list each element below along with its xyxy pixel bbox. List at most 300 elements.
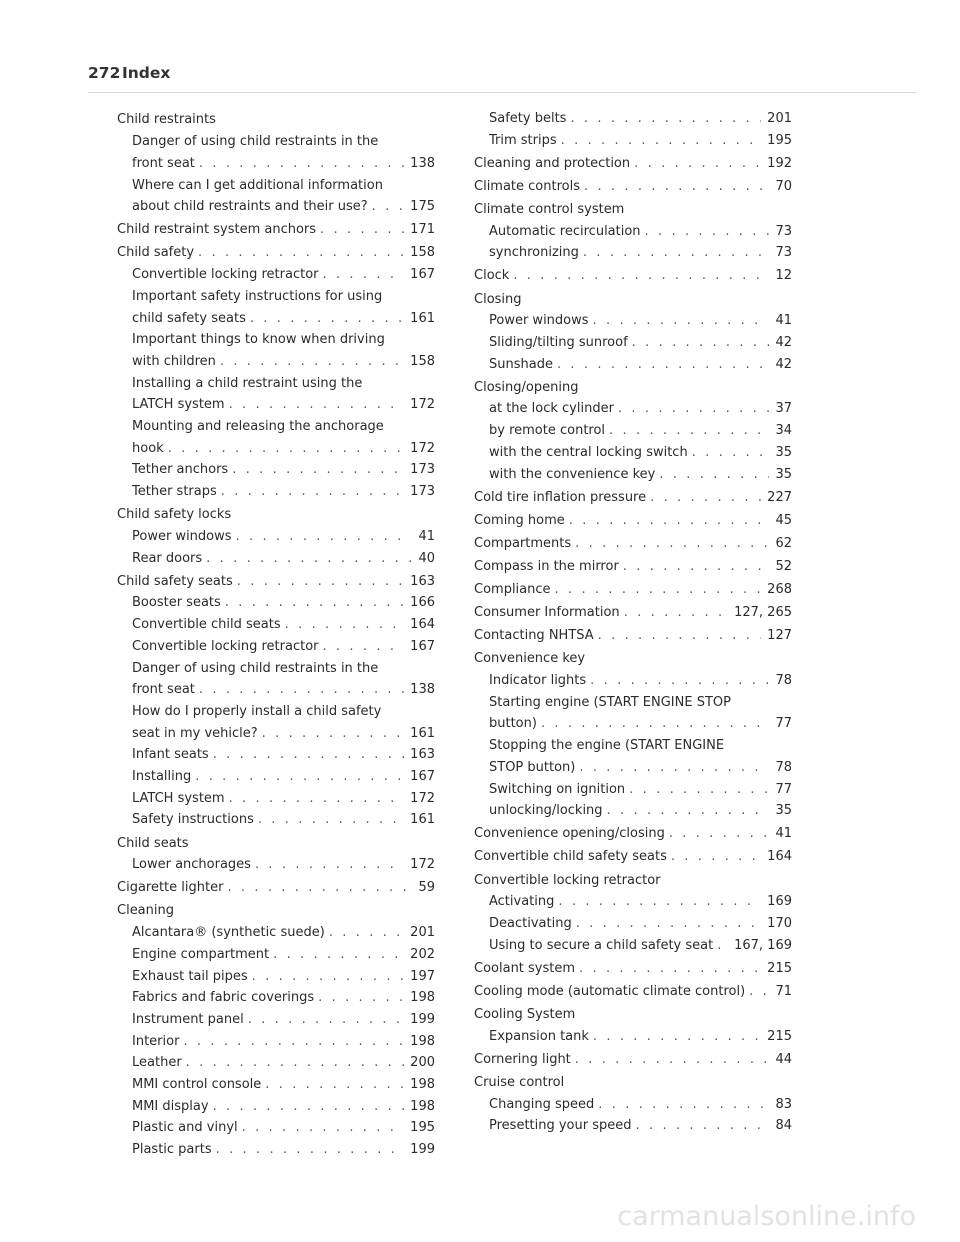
page-reference: 167 [410, 638, 435, 654]
page-reference: 201 [410, 925, 435, 941]
dot-leader [273, 944, 404, 966]
entry-text: Convertible child seats [132, 617, 281, 633]
dot-leader [220, 351, 404, 373]
entry-text: Compartments [474, 535, 572, 551]
dot-leader [513, 265, 769, 287]
page-reference: 45 [775, 512, 792, 528]
dot-leader [575, 1049, 770, 1071]
dot-leader [575, 533, 769, 555]
index-subentry [474, 354, 792, 376]
dot-leader [323, 636, 405, 658]
entry-text: about child restraints and their use? [132, 199, 368, 215]
index-entry [474, 377, 792, 399]
dot-leader [607, 800, 770, 822]
index-entry [474, 602, 792, 624]
page-reference: 158 [410, 245, 435, 261]
page-reference: 35 [775, 444, 792, 460]
dot-leader [237, 571, 404, 593]
page-reference: 202 [410, 946, 435, 962]
dot-leader [583, 242, 770, 264]
index-subentry [117, 766, 435, 788]
index-subentry [474, 1026, 792, 1048]
entry-text: by remote control [489, 423, 606, 439]
entry-text: Safety belts [489, 111, 567, 126]
dot-leader [183, 1031, 404, 1053]
dot-leader [255, 854, 404, 876]
page-reference: 42 [775, 356, 792, 372]
dot-leader [669, 823, 770, 845]
entry-text: Leather [132, 1055, 182, 1071]
page-reference: 201 [767, 111, 792, 126]
index-entry [474, 981, 792, 1003]
page-reference: 198 [410, 1033, 435, 1049]
entry-text: Clock [474, 268, 510, 284]
dot-leader [624, 602, 728, 624]
page-reference: 198 [410, 1077, 435, 1093]
index-entry [474, 579, 792, 601]
index-subentry [474, 108, 792, 130]
dot-leader [590, 670, 769, 692]
entry-text: LATCH system [132, 790, 225, 806]
index-subentry [117, 922, 435, 944]
entry-text: child safety seats [132, 310, 246, 326]
page-reference: 35 [775, 803, 792, 819]
page-reference: 78 [775, 759, 792, 775]
entry-text: MMI control console [132, 1077, 262, 1093]
index-subentry [117, 373, 435, 416]
index-subentry [474, 130, 792, 152]
dot-leader [318, 987, 404, 1009]
page-reference: 170 [767, 915, 792, 931]
page-header [88, 62, 916, 93]
index-subentry [117, 286, 435, 329]
index-subentry [117, 1096, 435, 1118]
index-entry [474, 265, 792, 287]
index-subentry [117, 854, 435, 876]
index-entry [474, 153, 792, 175]
page-reference: 41 [775, 313, 792, 329]
index-subentry [474, 670, 792, 692]
entry-text: with the central locking switch [489, 444, 688, 460]
page-reference: 195 [410, 1120, 435, 1136]
page-reference: 163 [410, 573, 435, 589]
entry-text: Closing/opening [474, 379, 579, 395]
dot-leader [634, 153, 761, 175]
page-reference: 167 [410, 267, 435, 283]
entry-text: Rear doors [132, 550, 203, 566]
dot-leader [541, 713, 770, 735]
index-entry [117, 219, 435, 241]
entry-text: Cooling System [474, 1006, 576, 1022]
page-reference: 161 [410, 310, 435, 326]
dot-leader [717, 935, 728, 957]
dot-leader [579, 958, 761, 980]
dot-leader [206, 548, 412, 570]
entry-text: Presetting your speed [489, 1118, 632, 1134]
dot-leader [199, 679, 404, 701]
entry-text: Cleaning and protection [474, 155, 631, 171]
dot-leader [584, 176, 769, 198]
entry-text: Using to secure a child safety seat [489, 937, 714, 953]
dot-leader [561, 130, 762, 152]
entry-text: Power windows [132, 528, 232, 544]
entry-text: Tether straps [132, 484, 217, 500]
page-reference: 198 [410, 990, 435, 1006]
dot-leader [609, 420, 769, 442]
entry-text: Climate control system [474, 201, 625, 217]
index-subentry [117, 658, 435, 701]
entry-text: Closing [474, 291, 522, 307]
entry-text: Mounting and releasing the anchorage [132, 419, 384, 435]
dot-leader [221, 481, 404, 503]
entry-text: Convertible locking retractor [132, 638, 319, 654]
entry-text: Interior [132, 1033, 180, 1049]
entry-text: Child safety locks [117, 507, 232, 523]
index-subentry [474, 935, 792, 957]
page-reference: 166 [410, 595, 435, 611]
page-reference: 215 [767, 960, 792, 976]
entry-text: Important things to know when driving [132, 332, 385, 348]
index-subentry [117, 592, 435, 614]
index-entry [117, 900, 435, 922]
entry-text: Engine compartment [132, 946, 270, 962]
page-reference: 175 [410, 199, 435, 215]
entry-text: Indicator lights [489, 673, 587, 689]
index-subentry [474, 692, 792, 735]
dot-leader [618, 398, 770, 420]
page-reference: 70 [775, 178, 792, 194]
page-reference: 268 [767, 582, 792, 598]
entry-text: Convertible locking retractor [132, 267, 319, 283]
page-reference: 195 [767, 132, 792, 148]
index-subentry [474, 1094, 792, 1116]
index-subentry [117, 636, 435, 658]
dot-leader [329, 922, 404, 944]
dot-leader [557, 354, 769, 376]
entry-text: with children [132, 353, 216, 369]
dot-leader [659, 464, 769, 486]
entry-text: Automatic recirculation [489, 223, 641, 239]
entry-text: Booster seats [132, 595, 221, 611]
index-entry [474, 1004, 792, 1026]
entry-text: Convenience key [474, 651, 586, 667]
page-reference: 73 [775, 223, 792, 239]
entry-text: Child seats [117, 835, 189, 851]
entry-text: front seat [132, 155, 195, 171]
index-column-left [117, 108, 435, 1161]
index-entry [117, 571, 435, 593]
index-subentry [117, 481, 435, 503]
index-subentry [117, 1052, 435, 1074]
entry-text: Plastic parts [132, 1142, 212, 1158]
index-subentry [117, 329, 435, 372]
index-entry [474, 1072, 792, 1094]
entry-text: Danger of using child restraints in the [132, 660, 379, 676]
dot-leader [236, 526, 413, 548]
entry-text: Child safety [117, 245, 195, 261]
dot-leader [232, 459, 404, 481]
page-reference: 84 [775, 1118, 792, 1134]
page-reference: 164 [767, 849, 792, 865]
dot-leader [225, 592, 404, 614]
page-reference: 41 [775, 826, 792, 842]
page-reference: 197 [410, 968, 435, 984]
page-reference: 199 [410, 1011, 435, 1027]
entry-text: Instrument panel [132, 1011, 244, 1027]
page-reference: 73 [775, 245, 792, 261]
entry-text: Safety instructions [132, 812, 254, 828]
entry-text: Convertible child safety seats [474, 849, 667, 865]
page-reference: 40 [418, 550, 435, 566]
dot-leader [258, 809, 404, 831]
entry-text: Important safety instructions for using [132, 288, 383, 304]
page-reference: 167 [410, 769, 435, 785]
dot-leader [593, 310, 770, 332]
page-reference: 158 [410, 353, 435, 369]
entry-text: Cigarette lighter [117, 880, 224, 896]
page-reference: 78 [775, 673, 792, 689]
dot-leader [186, 1052, 405, 1074]
page-reference: 127 [767, 628, 792, 644]
page-reference: 44 [775, 1051, 792, 1067]
entry-text: Fabrics and fabric coverings [132, 990, 315, 1006]
page-reference: 200 [410, 1055, 435, 1071]
entry-text: Child safety seats [117, 573, 233, 589]
entry-text: seat in my vehicle? [132, 725, 258, 741]
entry-text: Changing speed [489, 1096, 595, 1112]
dot-leader [629, 779, 769, 801]
index-subentry [117, 459, 435, 481]
index-subentry [117, 1117, 435, 1139]
index-entry [474, 289, 792, 311]
entry-text: STOP button) [489, 759, 576, 775]
index-entry [117, 877, 435, 899]
entry-text: Lower anchorages [132, 857, 251, 873]
page-reference: 172 [410, 440, 435, 456]
entry-text: Climate controls [474, 178, 580, 194]
dot-leader [576, 913, 761, 935]
index-entry [474, 625, 792, 647]
page-reference: 169 [767, 894, 792, 910]
page-reference: 161 [410, 812, 435, 828]
dot-leader [671, 846, 761, 868]
page-reference: 215 [767, 1028, 792, 1044]
dot-leader [320, 219, 404, 241]
dot-leader [598, 625, 762, 647]
dot-leader [692, 442, 770, 464]
index-subentry [117, 1139, 435, 1161]
entry-text: Cooling mode (automatic climate control) [474, 983, 746, 999]
dot-leader [227, 877, 412, 899]
page-reference: 173 [410, 484, 435, 500]
index-subentry [117, 1031, 435, 1053]
watermark: carmanualsonline.info [617, 1201, 916, 1232]
index-entry [117, 504, 435, 526]
index-subentry [117, 1074, 435, 1096]
entry-text: Starting engine (START ENGINE STOP [489, 694, 731, 710]
index-entry [474, 556, 792, 578]
dot-leader [579, 757, 769, 779]
index-subentry [474, 398, 792, 420]
index-subentry [474, 332, 792, 354]
index-subentry [474, 242, 792, 264]
dot-leader [555, 579, 762, 601]
entry-text: Convertible locking retractor [474, 872, 661, 888]
index-subentry [474, 464, 792, 486]
entry-text: Coming home [474, 512, 565, 528]
index-subentry [474, 800, 792, 822]
dot-leader [598, 1094, 769, 1116]
page-reference: 37 [775, 401, 792, 417]
page-reference: 41 [418, 528, 435, 544]
dot-leader [285, 614, 405, 636]
index-subentry [117, 175, 435, 218]
dot-leader [569, 510, 770, 532]
page-reference: 172 [410, 790, 435, 806]
dot-leader [623, 556, 770, 578]
index-column-right [474, 108, 792, 1137]
dot-leader [372, 196, 405, 218]
index-subentry [117, 788, 435, 810]
dot-leader [650, 487, 761, 509]
dot-leader [593, 1026, 761, 1048]
entry-text: Cleaning [117, 903, 174, 919]
dot-leader [636, 1115, 770, 1137]
index-subentry [117, 548, 435, 570]
index-entry [474, 176, 792, 198]
index-subentry [474, 1115, 792, 1137]
entry-text: Consumer Information [474, 605, 620, 621]
page-reference: 71 [775, 983, 792, 999]
entry-text: Cold tire inflation pressure [474, 489, 647, 505]
entry-text: at the lock cylinder [489, 401, 614, 417]
dot-leader [632, 332, 770, 354]
index-subentry [474, 221, 792, 243]
index-entry [474, 958, 792, 980]
entry-text: How do I properly install a child safety [132, 703, 382, 719]
page-reference: 164 [410, 617, 435, 633]
entry-text: front seat [132, 682, 195, 698]
index-subentry [117, 944, 435, 966]
section-title: Index [122, 64, 171, 82]
index-subentry [117, 987, 435, 1009]
index-subentry [117, 1009, 435, 1031]
entry-text: Plastic and vinyl [132, 1120, 238, 1136]
index-entry [474, 846, 792, 868]
entry-text: MMI display [132, 1098, 209, 1114]
index-subentry [117, 614, 435, 636]
index-entry [474, 533, 792, 555]
entry-text: LATCH system [132, 397, 225, 413]
page-reference: 173 [410, 462, 435, 478]
entry-text: Where can I get additional information [132, 177, 383, 193]
entry-text: Convenience opening/closing [474, 826, 665, 842]
index-entry [474, 199, 792, 221]
page-reference: 167, 169 [734, 937, 792, 953]
entry-text: Alcantara® (synthetic suede) [132, 925, 325, 941]
dot-leader [168, 438, 404, 460]
index-subentry [117, 744, 435, 766]
dot-leader [248, 1009, 404, 1031]
page-reference: 192 [767, 155, 792, 171]
entry-text: Cruise control [474, 1074, 565, 1090]
page-reference: 52 [775, 558, 792, 574]
dot-leader [645, 221, 770, 243]
index-subentry [117, 526, 435, 548]
index-subentry [117, 809, 435, 831]
index-entry [474, 510, 792, 532]
entry-text: Coolant system [474, 960, 576, 976]
page-number: 272 [88, 64, 121, 82]
entry-text: Infant seats [132, 747, 209, 763]
entry-text: Sunshade [489, 356, 553, 372]
dot-leader [250, 308, 404, 330]
page-reference: 62 [775, 535, 792, 551]
index-subentry [117, 264, 435, 286]
page-reference: 138 [410, 682, 435, 698]
page-reference: 34 [775, 423, 792, 439]
entry-text: Exhaust tail pipes [132, 968, 248, 984]
dot-leader [198, 242, 404, 264]
index-entry [474, 823, 792, 845]
entry-text: Installing a child restraint using the [132, 375, 363, 391]
index-subentry [117, 701, 435, 744]
entry-text: Trim strips [489, 132, 557, 148]
index-subentry [474, 310, 792, 332]
dot-leader [195, 766, 404, 788]
page-reference: 59 [418, 880, 435, 896]
entry-text: unlocking/locking [489, 803, 603, 819]
page-reference: 161 [410, 725, 435, 741]
dot-leader [262, 723, 405, 745]
dot-leader [213, 744, 404, 766]
index-entry [117, 833, 435, 855]
entry-text: Switching on ignition [489, 781, 626, 797]
index-subentry [117, 966, 435, 988]
entry-text: synchronizing [489, 245, 579, 261]
page-reference: 127, 265 [734, 605, 792, 621]
page-reference: 172 [410, 857, 435, 873]
entry-text: Stopping the engine (START ENGINE [489, 738, 725, 754]
dot-leader [242, 1117, 405, 1139]
entry-text: Expansion tank [489, 1028, 589, 1044]
index-subentry [474, 779, 792, 801]
index-subentry [474, 420, 792, 442]
page-reference: 138 [410, 155, 435, 171]
page-reference: 163 [410, 747, 435, 763]
entry-text: Compliance [474, 582, 551, 598]
entry-text: Danger of using child restraints in the [132, 134, 379, 150]
entry-text: with the convenience key [489, 466, 656, 482]
entry-text: Activating [489, 894, 555, 910]
index-subentry [474, 442, 792, 464]
index-subentry [474, 913, 792, 935]
dot-leader [323, 264, 405, 286]
page-reference: 77 [775, 781, 792, 797]
dot-leader [229, 394, 405, 416]
entry-text: Installing [132, 769, 192, 785]
entry-text: Child restraints [117, 112, 216, 128]
index-subentry [474, 735, 792, 778]
entry-text: Compass in the mirror [474, 558, 619, 574]
entry-text: Contacting NHTSA [474, 628, 594, 644]
page-reference: 199 [410, 1142, 435, 1158]
entry-text: Cornering light [474, 1051, 571, 1067]
dot-leader [252, 966, 405, 988]
index-entry [117, 242, 435, 264]
page-reference: 35 [775, 466, 792, 482]
index-entry [474, 648, 792, 670]
